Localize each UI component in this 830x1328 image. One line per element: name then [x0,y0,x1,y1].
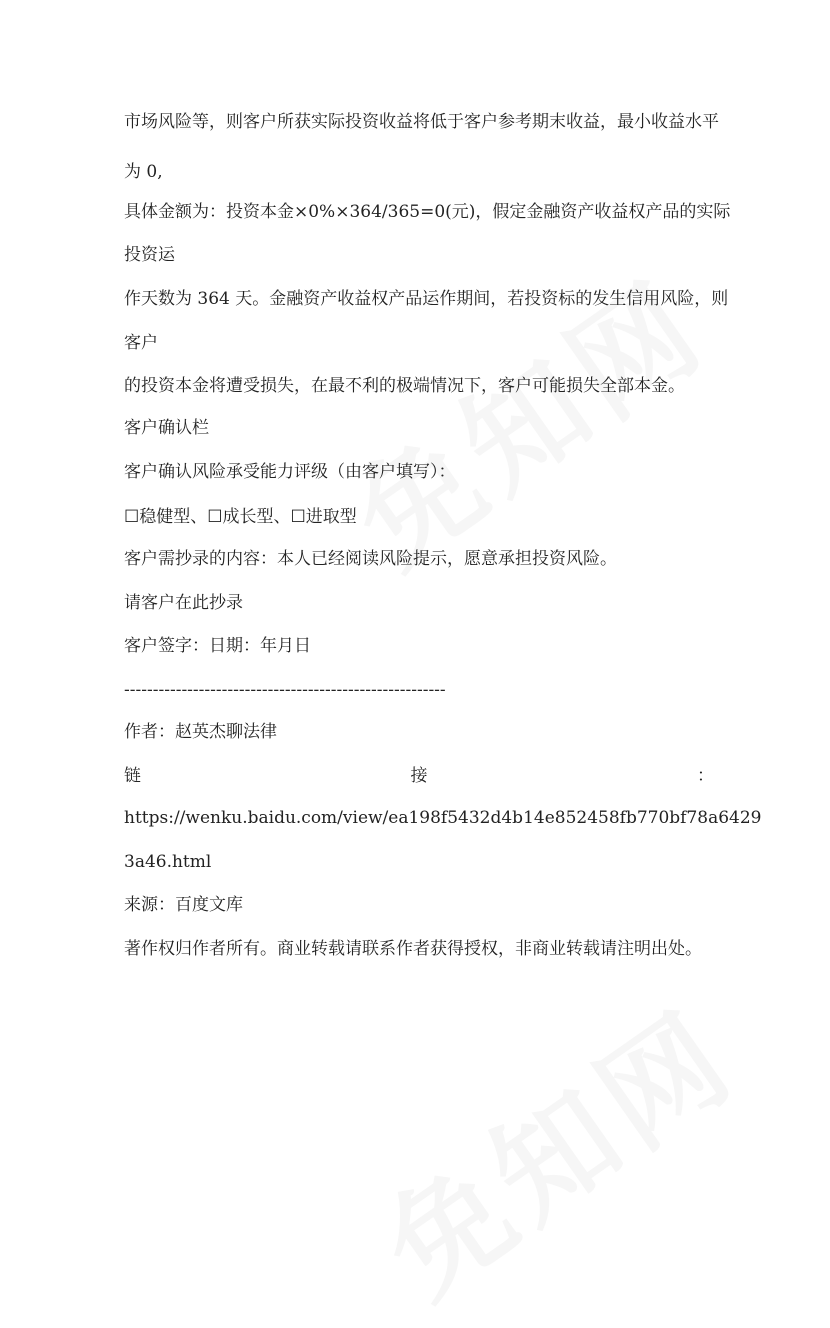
section-heading: 客户确认栏 [124,418,209,438]
paragraph-line: 市场风险等，则客户所获实际投资收益将低于客户参考期末收益，最小收益水平 [124,112,719,132]
paragraph-line: 作天数为 364 天。金融资产收益权产品运作期间，若投资标的发生信用风险，则 [124,289,729,309]
divider: -------------------------------------------------------- [124,680,446,700]
transcription-content: 客户需抄录的内容：本人已经阅读风险提示，愿意承担投资风险。 [124,549,617,569]
source-url-continued[interactable]: 3a46.html [124,852,212,872]
paragraph-line: 具体金额为：投资本金×0%×364/365=0(元)，假定金融资产收益权产品的实际 [124,202,731,222]
signature-line: 客户签字：日期：年月日 [124,636,311,656]
paragraph-line: 的投资本金将遭受损失，在最不利的极端情况下，客户可能损失全部本金。 [124,376,685,396]
rating-prompt: 客户确认风险承受能力评级（由客户填写）： [124,462,456,482]
source-label: 来源：百度文库 [124,895,243,915]
link-label [124,764,714,788]
paragraph-line: 为 0, [124,162,163,182]
source-url[interactable]: https://wenku.baidu.com/view/ea198f5432d4b14e852458fb770bf78a6429 [124,808,762,828]
link-label-part: 链 [124,766,141,786]
transcription-prompt: 请客户在此抄录 [124,593,243,613]
rating-options: ☐稳健型、☐成长型、☐进取型 [124,507,357,527]
copyright-notice: 著作权归作者所有。商业转载请联系作者获得授权，非商业转载请注明出处。 [124,939,702,959]
author: 作者：赵英杰聊法律 [124,722,277,742]
link-label-part: 接 [410,766,428,786]
paragraph-line: 投资运 [124,245,175,265]
watermark [346,964,764,1328]
link-label-part: ： [697,766,714,786]
paragraph-line: 客户 [124,333,158,353]
